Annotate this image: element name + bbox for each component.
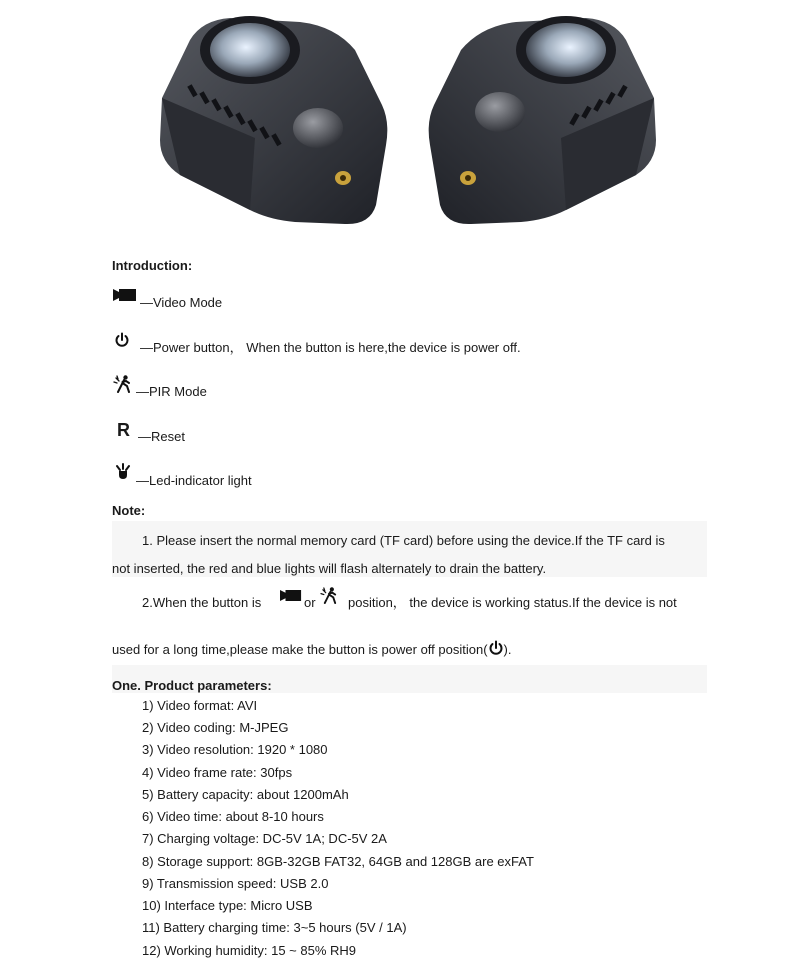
power-icon: [114, 332, 130, 348]
note-item-2-line-2-end: ).: [503, 642, 512, 657]
note-item-1-line-1: 1. Please insert the normal memory card (TF card) before using the device.If the TF card is: [142, 533, 665, 548]
led-light-icon: [114, 463, 132, 481]
running-person-icon: [320, 587, 339, 604]
note-item-2-or: or: [304, 595, 316, 610]
power-button-label: —Power button， When the button is here,the device is power off.: [140, 340, 521, 355]
param-item: 2) Video coding: M-JPEG: [142, 720, 289, 735]
note-item-2-prefix: 2.When the button is: [142, 595, 262, 610]
product-photo-left: [150, 10, 400, 235]
param-item: 7) Charging voltage: DC-5V 1A; DC-5V 2A: [142, 831, 387, 846]
param-item: 12) Working humidity: 15 ~ 85% RH9: [142, 943, 356, 958]
note-item-1-line-2: not inserted, the red and blue lights will flash alternately to drain the battery.: [112, 561, 547, 576]
param-item: 4) Video frame rate: 30fps: [142, 765, 293, 780]
param-item: 6) Video time: about 8-10 hours: [142, 809, 324, 824]
reset-label: —Reset: [138, 429, 185, 444]
param-item: 8) Storage support: 8GB-32GB FAT32, 64GB and 128GB are exFAT: [142, 854, 534, 869]
params-heading: One. Product parameters:: [112, 678, 272, 693]
note-item-2-line-2: [112, 640, 512, 658]
power-icon: [488, 640, 504, 656]
reset-letter: R: [117, 420, 130, 440]
param-item: 1) Video format: AVI: [142, 698, 258, 713]
product-photo-right: [418, 12, 666, 232]
pir-mode-label: —PIR Mode: [136, 384, 207, 399]
note-heading: Note:: [112, 503, 146, 518]
camcorder-icon: [113, 288, 137, 302]
intro-heading: Introduction:: [112, 258, 193, 273]
note-item-2-suffix: position， the device is working status.If the device is not: [348, 595, 677, 610]
param-item: 3) Video resolution: 1920 * 1080: [142, 742, 328, 757]
note-item-2-line-2-start: used for a long time,please make the button is power off position(: [112, 642, 488, 657]
param-item: 5) Battery capacity: about 1200mAh: [142, 787, 349, 802]
video-mode-label: —Video Mode: [140, 295, 223, 310]
param-item: 11) Battery charging time: 3~5 hours (5V / 1A): [142, 920, 407, 935]
param-item: 10) Interface type: Micro USB: [142, 898, 313, 913]
camcorder-icon: [280, 589, 302, 602]
param-item: 9) Transmission speed: USB 2.0: [142, 876, 329, 891]
running-person-icon: [113, 375, 133, 393]
led-label: —Led-indicator light: [136, 473, 252, 488]
